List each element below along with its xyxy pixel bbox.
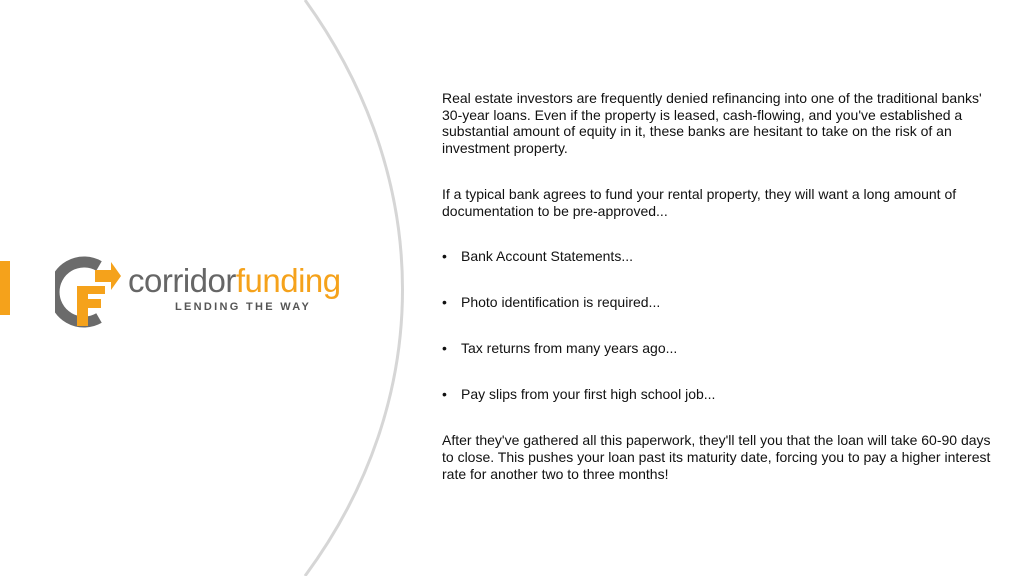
brand-tagline: LENDING THE WAY [175,301,312,313]
list-item [442,340,1002,386]
list-item-text: Bank Account Statements... [461,248,633,265]
documentation-list [442,248,1002,432]
bullet-icon: • [442,340,447,357]
list-item-text: Tax returns from many years ago... [461,340,678,357]
closing-paragraph: After they've gathered all this paperwork, they'll tell you that the loan will take 60-90 days to close. This pushes your loan past its maturity date, forcing you to pay a higher interest rate for another two to three months! [442,432,991,482]
cf-logo-icon [55,256,121,328]
list-item [442,294,1002,340]
bullet-icon: • [442,248,447,265]
list-item [442,386,1002,432]
corridor-funding-logo [55,256,355,332]
slide-body [442,90,1002,482]
documentation-paragraph: If a typical bank agrees to fund your rental property, they will want a long amount of documentation to be pre-approved... [442,185,957,219]
brand-name-corridor: corridor [128,262,236,299]
list-item-text: Photo identification is required... [461,294,661,311]
brand-name-funding: funding [235,262,341,299]
brand-wordmark [128,262,341,300]
list-item [442,248,1002,294]
intro-paragraph: Real estate investors are frequently denied refinancing into one of the traditional banks' 30-year loans. Even if the property is leased, cash-flowing, and you've established a substantial amount of equity in it, these banks are hesitant to take on the risk of an investment property. [442,90,982,157]
accent-bar [0,261,10,315]
bullet-icon: • [442,294,447,311]
list-item-text: Pay slips from your first high school job... [461,386,716,403]
bullet-icon: • [442,386,447,403]
